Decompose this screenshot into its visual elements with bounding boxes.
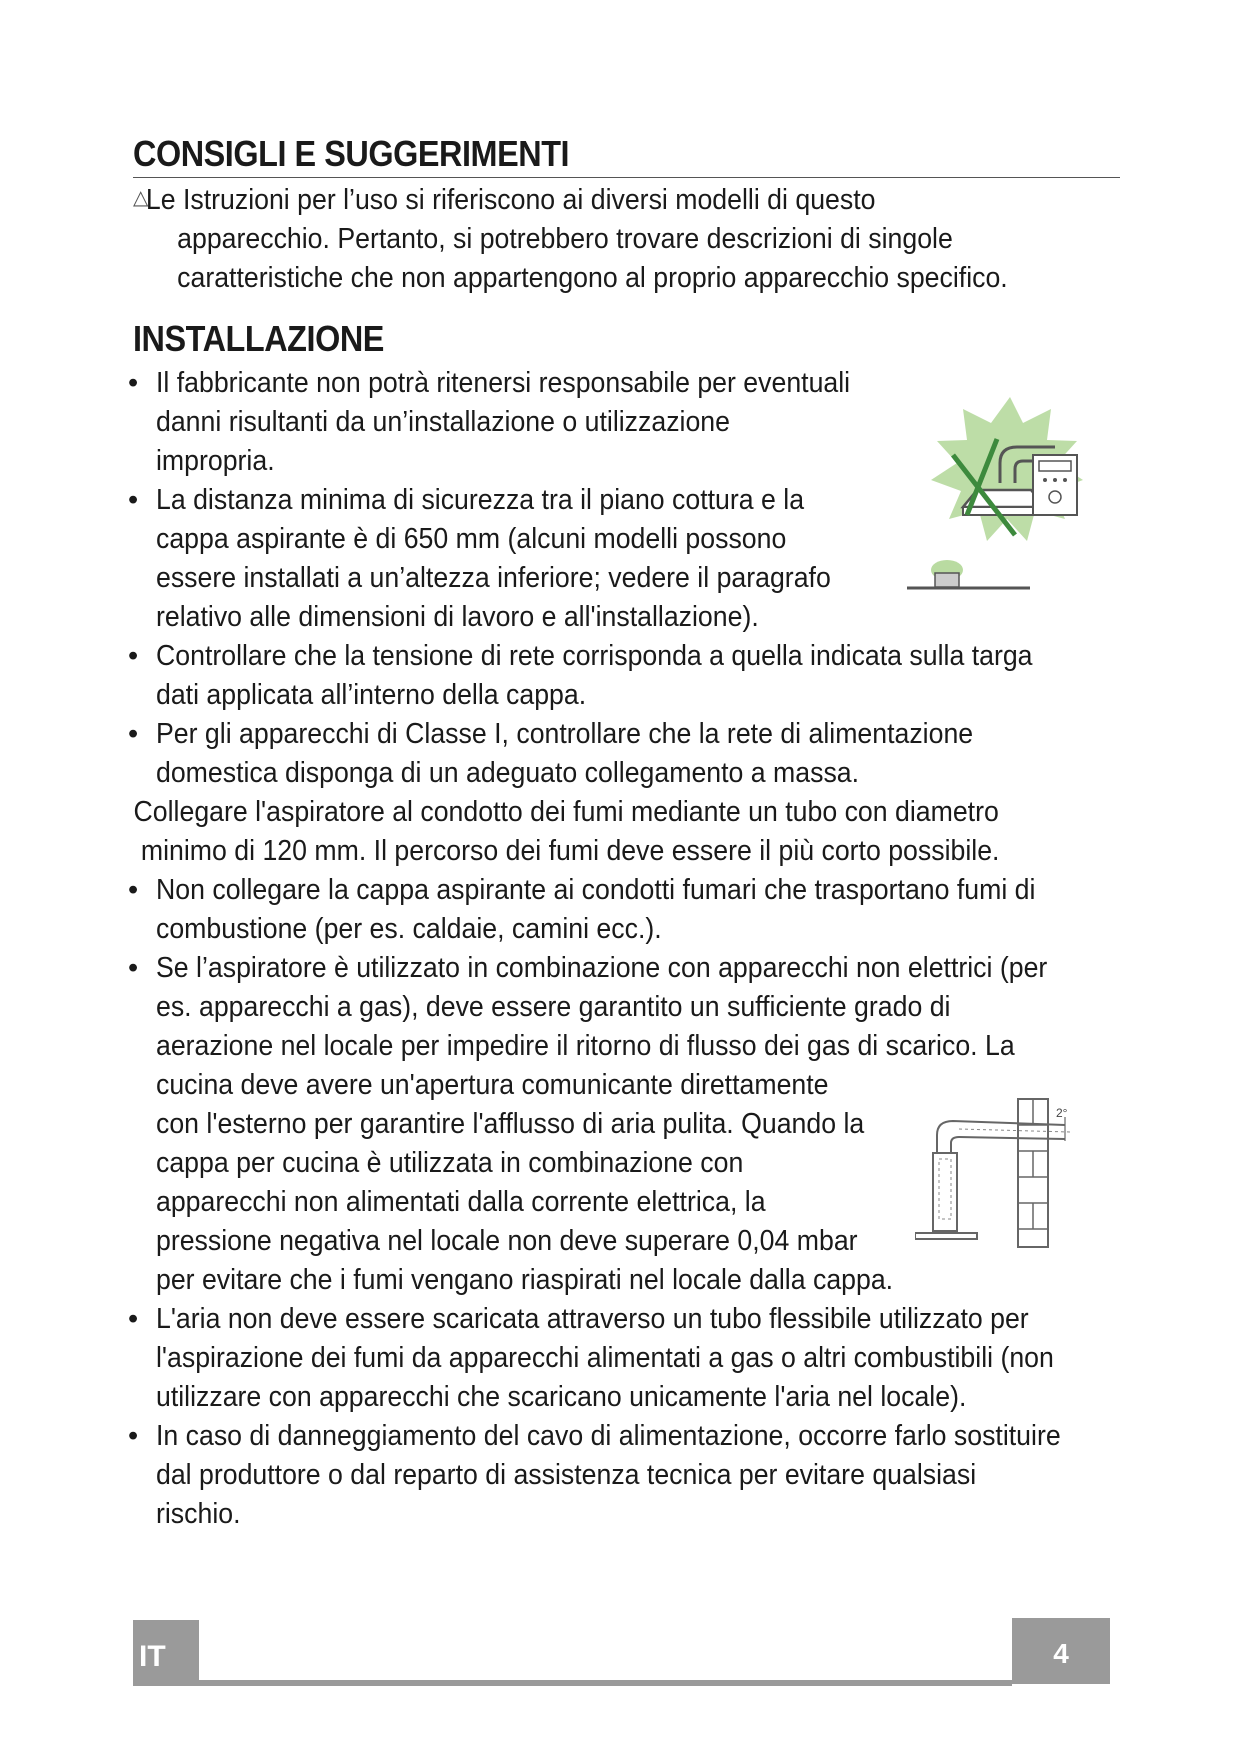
bullet-icon: •: [128, 1420, 139, 1452]
hood-height-illustration: [905, 395, 1115, 595]
list-item-line: essere installati a un’altezza inferiore; vedere il paragrafo: [156, 562, 831, 594]
list-item-line: domestica disponga di un adeguato collegamento a massa.: [156, 757, 860, 789]
bullet-icon: •: [128, 640, 139, 672]
list-item: [128, 1417, 1128, 1534]
list-item-line: Se l’aspiratore è utilizzato in combinazione con apparecchi non elettrici (per: [156, 952, 1048, 984]
footer-rule: [199, 1680, 1012, 1686]
language-tab: [133, 1620, 199, 1686]
duct-slope-illustration: [915, 1095, 1095, 1265]
list-item-line: Per gli apparecchi di Classe I, controllare che la rete di alimentazione: [156, 718, 974, 750]
list-item-line: cucina deve avere un'apertura comunicante direttamente: [156, 1069, 829, 1101]
language-label: IT: [139, 1640, 166, 1673]
list-item-line: Il fabbricante non potrà ritenersi responsabile per eventuali: [156, 367, 851, 399]
list-item: [128, 793, 1128, 871]
bullet-icon: •: [128, 874, 139, 906]
list-item-line: l'aspirazione dei fumi da apparecchi alimentati a gas o altri combustibili (non: [156, 1342, 1054, 1374]
note-line-2: apparecchio. Pertanto, si potrebbero trovare descrizioni di singole: [177, 223, 953, 255]
list-item-line: per evitare che i fumi vengano riaspirati nel locale dalla cappa.: [156, 1264, 894, 1296]
bullet-icon: •: [128, 484, 139, 516]
heading-rule: [133, 177, 1120, 178]
bullet-icon: •: [128, 952, 139, 984]
list-item-line: combustione (per es. caldaie, camini ecc.).: [156, 913, 662, 945]
list-item-line: danni risultanti da un’installazione o utilizzazione: [156, 406, 730, 438]
list-item-line: relativo alle dimensioni di lavoro e all'installazione).: [156, 601, 759, 633]
list-item-line: L'aria non deve essere scaricata attraverso un tubo flessibile utilizzato per: [156, 1303, 1029, 1335]
bullet-icon: •: [128, 1303, 139, 1335]
list-item-line: cappa aspirante è di 650 mm (alcuni modelli possono: [156, 523, 787, 555]
warning-triangle-icon: △: [133, 187, 149, 209]
list-item-line: pressione negativa nel locale non deve superare 0,04 mbar: [156, 1225, 858, 1257]
list-item: [128, 715, 1128, 793]
list-item-line: dal produttore o dal reparto di assistenza tecnica per evitare qualsiasi: [156, 1459, 977, 1491]
list-item-line: rischio.: [156, 1498, 241, 1530]
list-item-line: apparecchi non alimentati dalla corrente elettrica, la: [156, 1186, 766, 1218]
list-item-line: impropria.: [156, 445, 275, 477]
list-item-line: Collegare l'aspiratore al condotto dei fumi mediante un tubo con diametro: [133, 796, 999, 828]
bullet-icon: •: [128, 718, 139, 750]
list-item: [128, 637, 1128, 715]
list-item-line: minimo di 120 mm. Il percorso dei fumi deve essere il più corto possibile.: [140, 835, 1000, 867]
page-number-tab: [1012, 1618, 1110, 1684]
warning-note: [133, 181, 1123, 298]
list-item-line: cappa per cucina è utilizzata in combinazione con: [156, 1147, 744, 1179]
list-item-line: La distanza minima di sicurezza tra il piano cottura e la: [156, 484, 805, 516]
list-item-line: Controllare che la tensione di rete corrisponda a quella indicata sulla targa: [156, 640, 1033, 672]
angle-label: 2°: [1056, 1106, 1068, 1120]
list-item: [128, 871, 1128, 949]
bullet-icon: •: [128, 367, 139, 399]
list-item: [128, 1300, 1128, 1417]
page-number: 4: [1053, 1638, 1069, 1669]
list-item-line: Non collegare la cappa aspirante ai condotti fumari che trasportano fumi di: [156, 874, 1036, 906]
list-item-line: es. apparecchi a gas), deve essere garantito un sufficiente grado di: [156, 991, 951, 1023]
note-line-3: caratteristiche che non appartengono al proprio apparecchio specifico.: [177, 262, 1008, 294]
heading-consigli: CONSIGLI E SUGGERIMENTI: [133, 133, 570, 174]
list-item-line: con l'esterno per garantire l'afflusso di aria pulita. Quando la: [156, 1108, 865, 1140]
list-item-line: utilizzare con apparecchi che scaricano unicamente l'aria nel locale).: [156, 1381, 967, 1413]
list-item-line: dati applicata all’interno della cappa.: [156, 679, 587, 711]
list-item-line: In caso di danneggiamento del cavo di alimentazione, occorre farlo sostituire: [156, 1420, 1061, 1452]
heading-installazione: INSTALLAZIONE: [133, 318, 384, 359]
note-line-1: Le Istruzioni per l’uso si riferiscono ai diversi modelli di questo: [145, 184, 876, 216]
list-item-line: aerazione nel locale per impedire il ritorno di flusso dei gas di scarico. La: [156, 1030, 1015, 1062]
